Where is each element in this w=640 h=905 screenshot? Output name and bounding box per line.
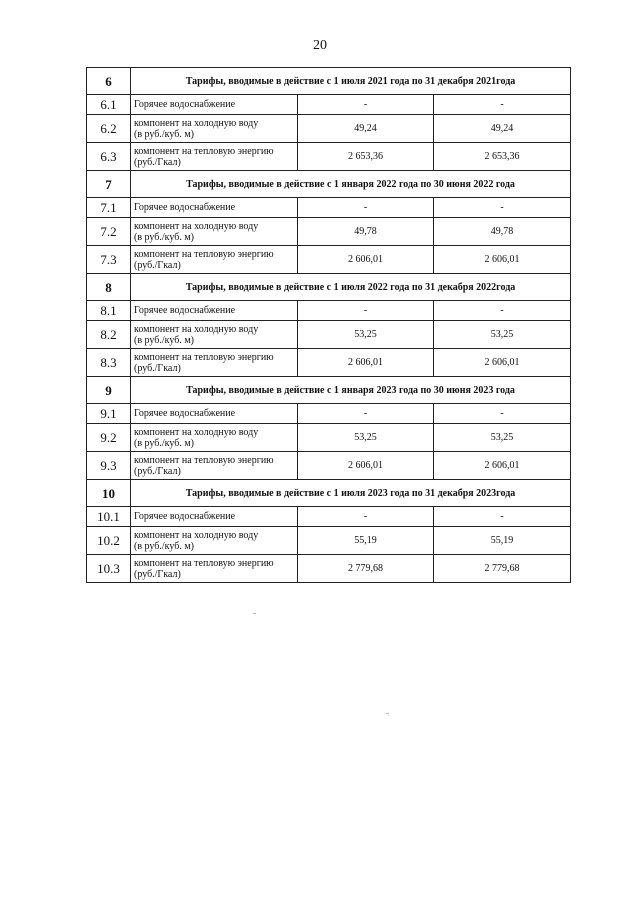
row-label-line2: (руб./Гкал) <box>134 465 181 477</box>
row-label-line2: (руб./Гкал) <box>134 156 181 168</box>
row-value-1: - <box>298 507 434 527</box>
row-value-2: - <box>434 507 571 527</box>
row-value-1: 2 653,36 <box>298 143 434 171</box>
row-label-line1: Горячее водоснабжение <box>134 99 236 110</box>
row-label <box>131 143 298 171</box>
row-label <box>131 452 298 480</box>
table-row <box>87 555 571 583</box>
section-header-row <box>87 68 571 95</box>
table-row <box>87 198 571 218</box>
row-value-1: 49,78 <box>298 218 434 246</box>
row-number: 8.2 <box>87 321 131 349</box>
row-number: 7.2 <box>87 218 131 246</box>
section-number: 9 <box>87 377 131 404</box>
tariff-table-body <box>87 68 571 583</box>
row-label-line1: компонент на тепловую энергию <box>134 454 274 466</box>
row-label-line1: компонент на холодную воду <box>134 323 259 335</box>
row-number: 9.3 <box>87 452 131 480</box>
row-value-1: 2 606,01 <box>298 349 434 377</box>
row-number: 8.1 <box>87 301 131 321</box>
row-label <box>131 404 298 424</box>
table-row <box>87 246 571 274</box>
table-row <box>87 404 571 424</box>
row-label <box>131 321 298 349</box>
table-row <box>87 527 571 555</box>
row-label-line2: (в руб./куб. м) <box>134 437 194 449</box>
table-row <box>87 424 571 452</box>
row-value-2: 53,25 <box>434 321 571 349</box>
row-number: 10.1 <box>87 507 131 527</box>
table-row <box>87 321 571 349</box>
row-value-2: - <box>434 301 571 321</box>
section-header-row <box>87 377 571 404</box>
row-value-1: - <box>298 301 434 321</box>
table-row <box>87 452 571 480</box>
row-value-1: - <box>298 198 434 218</box>
row-value-2: 2 606,01 <box>434 452 571 480</box>
row-value-1: 49,24 <box>298 115 434 143</box>
row-label-line2: (в руб./куб. м) <box>134 231 194 243</box>
row-value-1: - <box>298 95 434 115</box>
row-value-1: 2 779,68 <box>298 555 434 583</box>
section-header-row <box>87 274 571 301</box>
row-label <box>131 218 298 246</box>
row-label-line2: (в руб./куб. м) <box>134 128 194 140</box>
section-title: Тарифы, вводимые в действие с 1 июля 2023 года по 31 декабря 2023года <box>131 480 571 507</box>
row-label <box>131 349 298 377</box>
section-header-row <box>87 171 571 198</box>
row-label <box>131 555 298 583</box>
tariff-table <box>86 67 571 583</box>
row-value-2: - <box>434 95 571 115</box>
row-label <box>131 246 298 274</box>
table-row <box>87 349 571 377</box>
section-number: 8 <box>87 274 131 301</box>
table-row <box>87 115 571 143</box>
row-value-1: 2 606,01 <box>298 452 434 480</box>
section-title: Тарифы, вводимые в действие с 1 января 2022 года по 30 июня 2022 года <box>131 171 571 198</box>
row-number: 6.1 <box>87 95 131 115</box>
row-value-1: 2 606,01 <box>298 246 434 274</box>
row-label-line1: компонент на тепловую энергию <box>134 145 274 157</box>
row-label-line1: компонент на тепловую энергию <box>134 351 274 363</box>
section-title: Тарифы, вводимые в действие с 1 января 2023 года по 30 июня 2023 года <box>131 377 571 404</box>
row-label-line1: Горячее водоснабжение <box>134 408 236 419</box>
row-number: 6.2 <box>87 115 131 143</box>
section-number: 10 <box>87 480 131 507</box>
row-value-2: 2 606,01 <box>434 246 571 274</box>
section-number: 6 <box>87 68 131 95</box>
row-value-2: 53,25 <box>434 424 571 452</box>
row-value-1: - <box>298 404 434 424</box>
row-number: 7.3 <box>87 246 131 274</box>
row-label-line1: Горячее водоснабжение <box>134 511 236 522</box>
row-value-2: 2 653,36 <box>434 143 571 171</box>
section-number: 7 <box>87 171 131 198</box>
scan-speck <box>386 713 389 714</box>
table-row <box>87 143 571 171</box>
row-number: 9.1 <box>87 404 131 424</box>
section-title: Тарифы, вводимые в действие с 1 июля 2022 года по 31 декабря 2022года <box>131 274 571 301</box>
row-label <box>131 424 298 452</box>
row-number: 6.3 <box>87 143 131 171</box>
table-row <box>87 301 571 321</box>
row-value-2: - <box>434 404 571 424</box>
row-label <box>131 527 298 555</box>
row-number: 7.1 <box>87 198 131 218</box>
row-value-2: 2 779,68 <box>434 555 571 583</box>
row-value-2: 55,19 <box>434 527 571 555</box>
row-value-2: 49,24 <box>434 115 571 143</box>
row-value-2: - <box>434 198 571 218</box>
row-label-line2: (руб./Гкал) <box>134 259 181 271</box>
row-label-line1: компонент на холодную воду <box>134 117 259 129</box>
row-label-line1: компонент на холодную воду <box>134 426 259 438</box>
row-value-1: 53,25 <box>298 321 434 349</box>
row-label-line2: (в руб./куб. м) <box>134 334 194 346</box>
row-label <box>131 301 298 321</box>
section-title: Тарифы, вводимые в действие с 1 июля 2021 года по 31 декабря 2021года <box>131 68 571 95</box>
page-number: 20 <box>313 38 327 53</box>
row-value-2: 2 606,01 <box>434 349 571 377</box>
table-row <box>87 95 571 115</box>
row-number: 10.2 <box>87 527 131 555</box>
scan-speck <box>253 613 256 614</box>
table-row <box>87 507 571 527</box>
row-value-2: 49,78 <box>434 218 571 246</box>
row-label-line2: (руб./Гкал) <box>134 568 181 580</box>
row-number: 9.2 <box>87 424 131 452</box>
row-label <box>131 115 298 143</box>
row-label <box>131 95 298 115</box>
row-number: 10.3 <box>87 555 131 583</box>
row-label-line2: (руб./Гкал) <box>134 362 181 374</box>
row-label-line1: компонент на холодную воду <box>134 529 259 541</box>
section-header-row <box>87 480 571 507</box>
row-number: 8.3 <box>87 349 131 377</box>
table-row <box>87 218 571 246</box>
row-value-1: 53,25 <box>298 424 434 452</box>
row-label-line2: (в руб./куб. м) <box>134 540 194 552</box>
row-label-line1: Горячее водоснабжение <box>134 305 236 316</box>
row-value-1: 55,19 <box>298 527 434 555</box>
row-label <box>131 507 298 527</box>
row-label-line1: компонент на тепловую энергию <box>134 248 274 260</box>
row-label-line1: компонент на тепловую энергию <box>134 557 274 569</box>
row-label-line1: компонент на холодную воду <box>134 220 259 232</box>
row-label <box>131 198 298 218</box>
row-label-line1: Горячее водоснабжение <box>134 202 236 213</box>
